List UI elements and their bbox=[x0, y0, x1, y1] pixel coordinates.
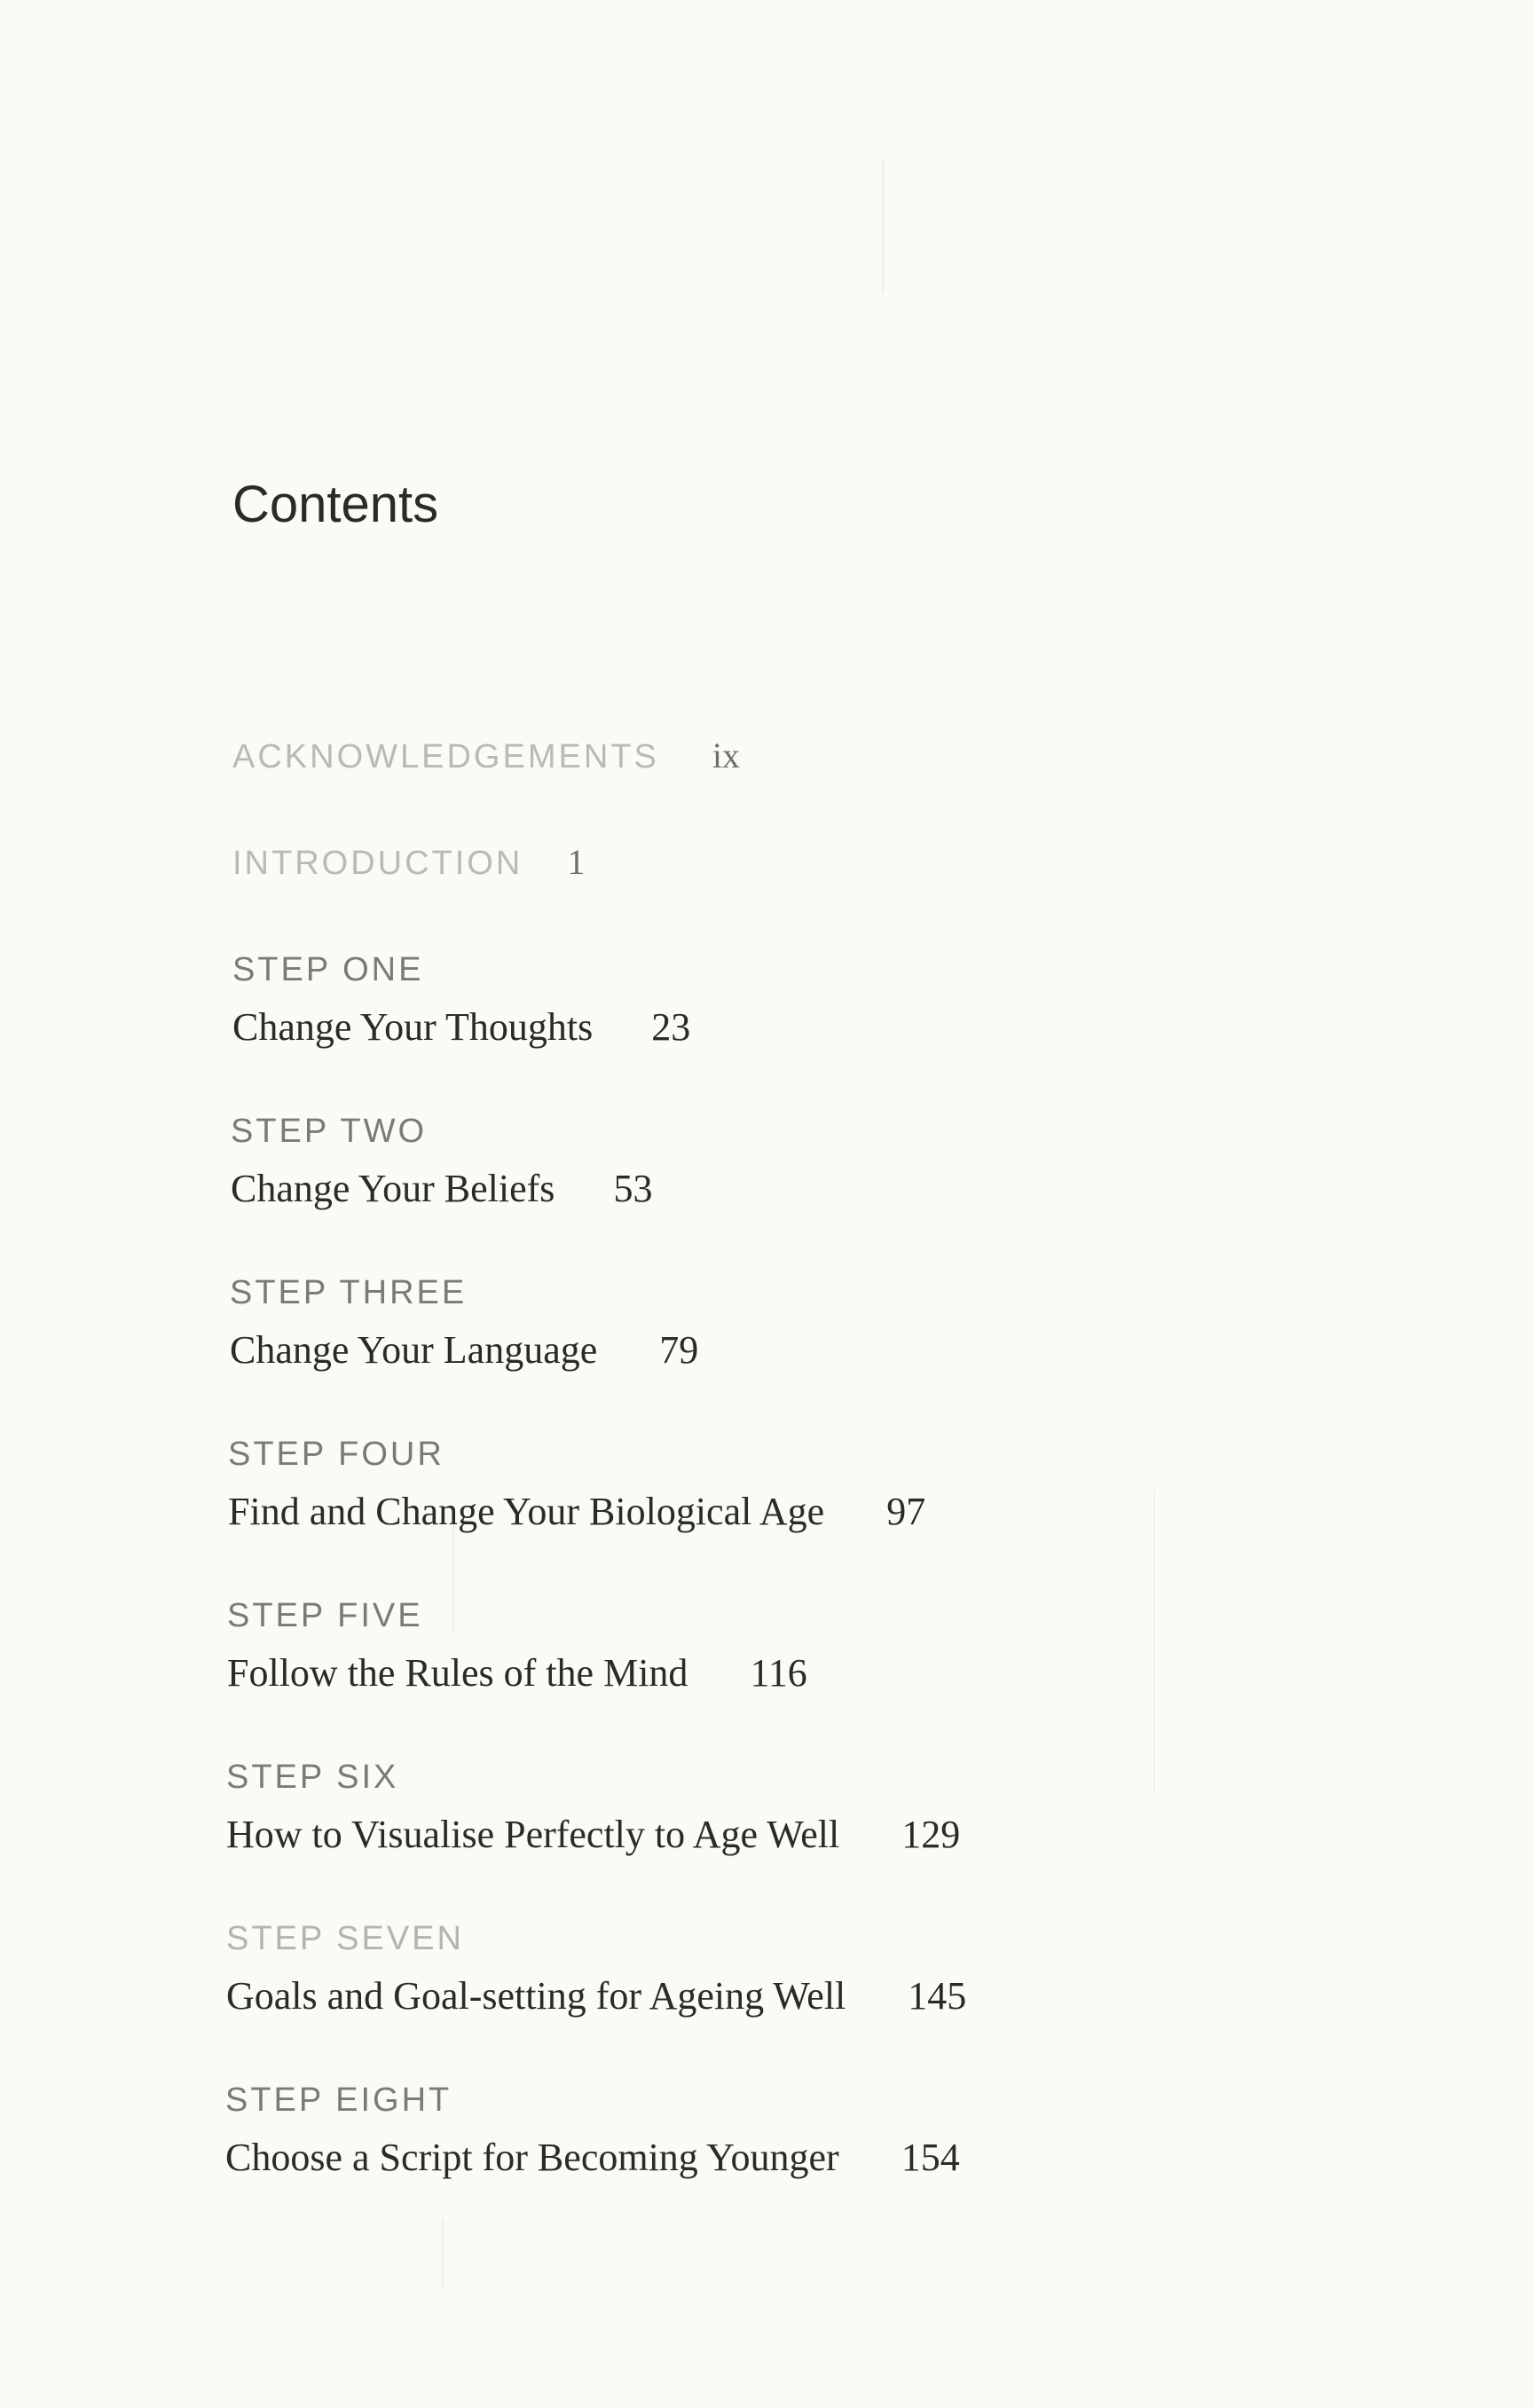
toc-entry-label: INTRODUCTION bbox=[232, 845, 523, 882]
toc-entry-step-four[interactable] bbox=[228, 1437, 925, 1533]
toc-entry-acknowledgements[interactable] bbox=[232, 735, 740, 776]
step-title-row bbox=[227, 1652, 807, 1695]
step-title-row bbox=[232, 1006, 690, 1049]
toc-page-number: 79 bbox=[659, 1328, 699, 1372]
step-title-row bbox=[225, 2137, 960, 2179]
step-title: Choose a Script for Becoming Younger bbox=[225, 2136, 839, 2179]
toc-page-number: 145 bbox=[908, 1974, 967, 2018]
step-label: STEP THREE bbox=[230, 1274, 468, 1311]
step-title: Change Your Language bbox=[230, 1328, 598, 1372]
scan-artifact bbox=[1153, 1491, 1155, 1792]
toc-entry-step-two[interactable] bbox=[231, 1114, 652, 1210]
step-title-row bbox=[226, 1975, 966, 2018]
step-label: STEP FIVE bbox=[227, 1597, 423, 1634]
toc-page-number: ix bbox=[712, 736, 740, 775]
toc-entry-step-eight[interactable] bbox=[225, 2083, 960, 2179]
toc-entry-step-seven[interactable] bbox=[226, 1922, 966, 2018]
step-title: Change Your Thoughts bbox=[232, 1005, 594, 1049]
toc-entry-step-six[interactable] bbox=[226, 1760, 960, 1856]
scan-artifact bbox=[882, 160, 884, 293]
step-label: STEP FOUR bbox=[228, 1436, 444, 1473]
step-title-row bbox=[228, 1491, 925, 1533]
toc-page-number: 1 bbox=[567, 842, 586, 882]
toc-entry-introduction[interactable] bbox=[232, 841, 585, 883]
step-title: Change Your Beliefs bbox=[231, 1167, 555, 1210]
toc-page-number: 116 bbox=[750, 1651, 807, 1695]
toc-page-number: 129 bbox=[901, 1813, 961, 1856]
step-label: STEP ONE bbox=[232, 951, 424, 988]
step-title: Follow the Rules of the Mind bbox=[227, 1651, 688, 1695]
toc-entry-step-one[interactable] bbox=[232, 953, 690, 1049]
step-title-row bbox=[230, 1329, 698, 1372]
toc-page-number: 154 bbox=[901, 2136, 960, 2179]
toc-page-number: 97 bbox=[886, 1490, 926, 1533]
step-label: STEP SEVEN bbox=[226, 1920, 464, 1957]
toc-entry-label: ACKNOWLEDGEMENTS bbox=[232, 738, 659, 775]
step-title: How to Visualise Perfectly to Age Well bbox=[226, 1813, 840, 1856]
scan-artifact bbox=[442, 2218, 444, 2289]
toc-page-number: 23 bbox=[651, 1005, 691, 1049]
step-title-row bbox=[231, 1168, 652, 1210]
step-title-row bbox=[226, 1814, 960, 1856]
step-label: STEP SIX bbox=[226, 1759, 399, 1796]
step-label: STEP EIGHT bbox=[225, 2081, 452, 2119]
toc-entry-step-five[interactable] bbox=[227, 1599, 807, 1695]
step-title: Goals and Goal-setting for Ageing Well bbox=[226, 1974, 846, 2018]
step-label: STEP TWO bbox=[231, 1113, 428, 1150]
toc-page-number: 53 bbox=[613, 1167, 653, 1210]
toc-entry-step-three[interactable] bbox=[230, 1276, 698, 1372]
step-title: Find and Change Your Biological Age bbox=[228, 1490, 825, 1533]
page-title: Contents bbox=[232, 476, 439, 533]
